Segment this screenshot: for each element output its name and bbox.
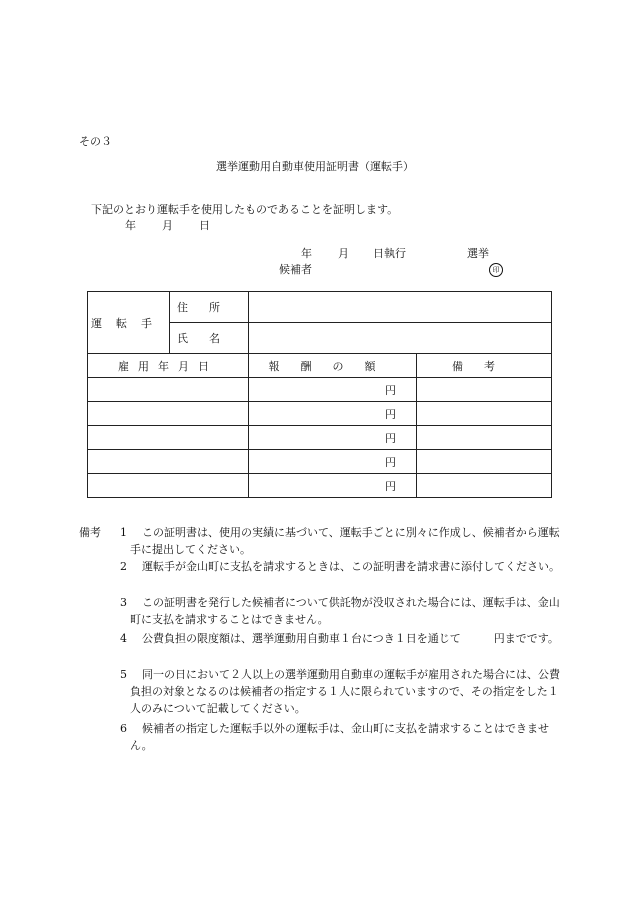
table-row	[88, 474, 552, 498]
note-text: この証明書は、使用の実績に基づいて、運転手ごとに別々に作成し、候補者から運転手に提出してください。	[130, 526, 560, 556]
note-number: 6	[120, 722, 127, 735]
note-text: 運転手が金山町に支払を請求するときは、この証明書を請求書に添付してください。	[142, 560, 560, 573]
note-item	[120, 594, 560, 628]
name-value[interactable]	[249, 323, 552, 354]
address-value[interactable]	[249, 292, 552, 323]
employment-date-header: 雇用年月日	[88, 354, 249, 378]
driver-label: 運転手	[88, 292, 170, 354]
note-item	[120, 524, 560, 558]
compensation-cell[interactable]: 円	[249, 474, 417, 498]
table-row	[88, 450, 552, 474]
exec-month: 月	[338, 247, 349, 260]
note-number: 1	[120, 526, 127, 539]
employment-date-cell[interactable]	[88, 426, 249, 450]
intro-text: 下記のとおり運転手を使用したものであることを証明します。	[91, 203, 399, 216]
notes-label: 備考	[79, 526, 101, 539]
document-label: その３	[79, 135, 112, 148]
driver-usage-table	[87, 291, 552, 498]
seal-mark: 印	[489, 263, 503, 277]
remarks-cell[interactable]	[417, 426, 552, 450]
compensation-cell[interactable]: 円	[249, 378, 417, 402]
name-label: 氏名	[170, 323, 249, 354]
remarks-cell[interactable]	[417, 474, 552, 498]
employment-date-cell[interactable]	[88, 450, 249, 474]
note-number: 4	[120, 632, 127, 645]
remarks-header: 備考	[417, 354, 552, 378]
document-title: 選挙運動用自動車使用証明書（運転手）	[216, 160, 414, 173]
exec-election: 選挙	[467, 247, 489, 260]
note-item	[120, 630, 560, 647]
table-row	[88, 426, 552, 450]
note-number: 5	[120, 668, 127, 681]
employment-date-cell[interactable]	[88, 378, 249, 402]
note-number: 3	[120, 596, 127, 609]
table-row	[88, 378, 552, 402]
certification-date	[125, 219, 210, 233]
candidate-label: 候補者	[279, 263, 312, 276]
table-row	[88, 402, 552, 426]
compensation-cell[interactable]: 円	[249, 450, 417, 474]
note-text: 公費負担の限度額は、選挙運動用自動車１台につき１日を通じて 円までです。	[142, 632, 559, 645]
date-day: 日	[199, 219, 210, 232]
remarks-cell[interactable]	[417, 378, 552, 402]
address-label: 住所	[170, 292, 249, 323]
note-item	[120, 558, 560, 575]
note-text: この証明書を発行した候補者について供託物が没収された場合には、運転手は、金山町に支払を請求することはできません。	[130, 596, 560, 626]
note-text: 同一の日において２人以上の選挙運動用自動車の運転手が雇用された場合には、公費負担の対象となるのは候補者の指定する１人に限られていますので、その指定をした１人のみについて記載してください。	[130, 668, 560, 715]
exec-day: 日執行	[373, 247, 406, 260]
election-execution-line	[301, 247, 489, 261]
employment-date-cell[interactable]	[88, 402, 249, 426]
date-year: 年	[125, 219, 136, 232]
remarks-cell[interactable]	[417, 450, 552, 474]
note-item	[120, 666, 560, 717]
date-month: 月	[162, 219, 173, 232]
note-text: 候補者の指定した運転手以外の運転手は、金山町に支払を請求することはできません。	[130, 722, 549, 752]
note-item	[120, 720, 560, 754]
remarks-cell[interactable]	[417, 402, 552, 426]
compensation-cell[interactable]: 円	[249, 426, 417, 450]
compensation-cell[interactable]: 円	[249, 402, 417, 426]
note-number: 2	[120, 560, 127, 573]
employment-date-cell[interactable]	[88, 474, 249, 498]
exec-year: 年	[301, 247, 312, 260]
compensation-header: 報酬の額	[249, 354, 417, 378]
